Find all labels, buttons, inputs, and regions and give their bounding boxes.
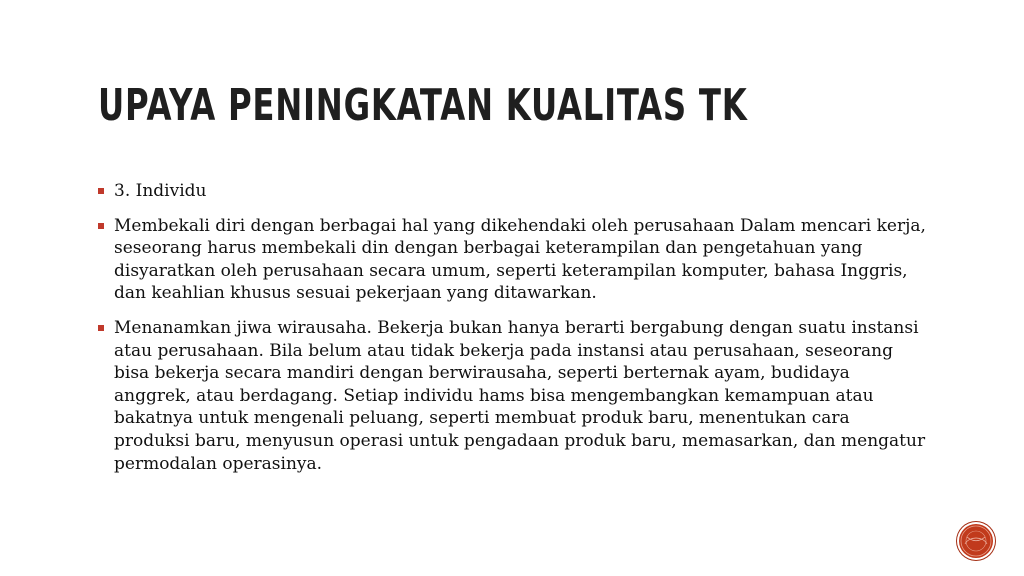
- bullet-marker-icon: [98, 325, 104, 331]
- slide-title: UPAYA PENINGKATAN KUALITAS TK: [98, 80, 748, 131]
- slide-navigation-icon: [957, 522, 995, 560]
- bullet-item: [98, 317, 928, 475]
- bullet-list: [98, 180, 928, 487]
- bullet-marker-icon: [98, 223, 104, 229]
- bullet-text: Membekali diri dengan berbagai hal yang dikehendaki oleh perusahaan Dalam mencari kerja, seseorang harus membekali din dengan berbagai keterampilan dan pengetahuan yang disyaratkan oleh perusahaan secara umum, seperti keterampilan komputer, bahasa Inggris, dan keahlian khusus sesuai pekerjaan yang ditawarkan.: [114, 215, 926, 304]
- bullet-marker-icon: [98, 188, 104, 194]
- bullet-item: [98, 180, 928, 203]
- bullet-text: 3. Individu: [114, 181, 207, 201]
- bullet-item: [98, 215, 928, 305]
- bullet-text: Menanamkan jiwa wirausaha. Bekerja bukan hanya berarti bergabung dengan suatu instansi atau perusahaan. Bila belum atau tidak bekerja pada instansi atau perusahaan, seseorang bisa bekerja secara mandiri dengan berwirausaha, seperti berternak ayam, budidaya anggrek, atau berdagang. Setiap individu hams bisa mengembangkan kemampuan atau bakatnya untuk mengenali peluang, seperti membuat produk baru, menentukan cara produksi baru, menyusun operasi untuk pengadaan produk baru, memasarkan, dan mengatur permodalan operasinya.: [114, 317, 926, 474]
- slide-navigation-button[interactable]: [957, 522, 995, 560]
